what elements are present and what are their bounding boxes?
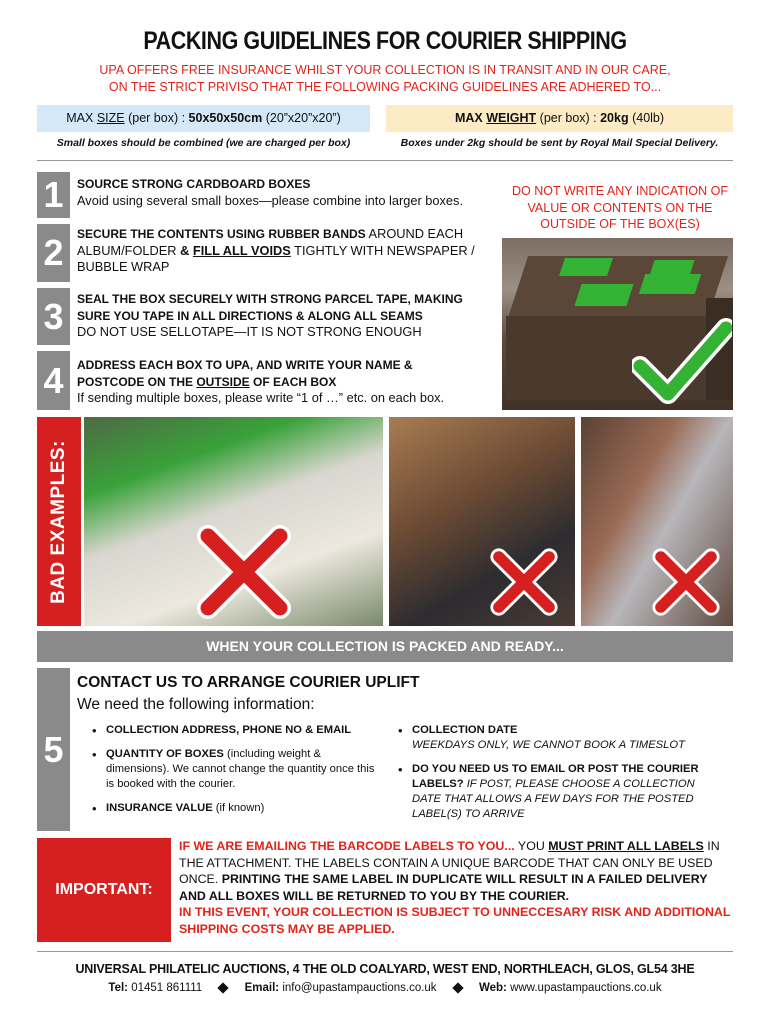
bullet-bold: QUANTITY OF BOXES (106, 748, 224, 760)
weight-mid: (per box) : (536, 111, 601, 125)
step-2-fill-voids: FILL ALL VOIDS (192, 242, 291, 258)
email-link[interactable]: info@upastampauctions.co.uk (279, 982, 437, 994)
bullet-italic: IF POST, PLEASE CHOOSE A COLLECTION DATE THAT ALLOWS A FEW DAYS FOR THE POSTED LABEL(S) TO ARRIVE (412, 778, 695, 820)
step-4-outside: OUTSIDE (196, 374, 250, 389)
size-note: Small boxes should be combined (we are charged per box) (56, 137, 351, 149)
size-prefix: MAX (66, 111, 97, 125)
weight-prefix: MAX (454, 111, 487, 125)
list-item (90, 801, 375, 816)
bullet-bold: INSURANCE VALUE (106, 802, 213, 814)
step-2-line2-b: & (180, 242, 193, 258)
tel-value[interactable]: 01451 861111 (128, 982, 203, 994)
step-4-heading-2a: POSTCODE ON THE (77, 374, 197, 389)
green-check-icon (632, 318, 732, 408)
footer-contact (0, 982, 770, 994)
bad-examples-text: BAD EXAMPLES: (48, 439, 70, 604)
footer-address: UNIVERSAL PHILATELIC AUCTIONS, 4 THE OLD COALYARD, WEST END, NORTHLEACH, GLOS, GL54 3HE (75, 962, 695, 976)
important-part-3: PRINTING THE SAME LABEL IN DUPLICATE WILL RESULT IN A FAILED DELIVERY AND ALL BOXES WILL BE RETURNED TO YOU BY THE COURIER. (179, 872, 708, 903)
step-4-text: If sending multiple boxes, please write “1 of …” etc. on each box. (77, 390, 445, 405)
weight-imperial: (40lb) (628, 111, 665, 125)
red-cross-icon (489, 547, 559, 617)
max-size-banner (37, 105, 370, 132)
contact-subheading: We need the following information: (77, 696, 315, 713)
list-item (396, 723, 726, 753)
web-label: Web: (478, 982, 507, 994)
bad-example-photo-1 (84, 417, 383, 626)
important-red-1: IF WE ARE EMAILING THE BARCODE LABELS TO YOU... (179, 839, 515, 853)
bullet-text: (including weight & dimensions). We cannot change the quantity once this is booked with the courier. (106, 748, 375, 790)
bad-example-photo-3 (581, 417, 733, 626)
step-number-1: 1 (37, 172, 70, 218)
step-1-heading: SOURCE STRONG CARDBOARD BOXES (77, 177, 311, 191)
tape-strip (559, 258, 613, 276)
step-number-5: 5 (37, 668, 70, 831)
bullet-text: (if known) (212, 802, 265, 814)
info-list-left (90, 723, 375, 825)
diamond-separator-icon (218, 982, 229, 993)
important-plain: YOU (514, 839, 549, 853)
bullet-bold: DO YOU NEED US TO EMAIL OR POST THE COURIER LABELS? (412, 763, 699, 790)
divider (37, 951, 733, 952)
step-2-line3: BUBBLE WRAP (77, 259, 170, 274)
divider (37, 160, 733, 161)
step-2-line2-d: TIGHTLY WITH NEWSPAPER / (290, 242, 475, 258)
size-value: 50x50x50cm (188, 111, 263, 125)
size-word: SIZE (96, 111, 125, 125)
important-must-print: MUST PRINT ALL LABELS (548, 839, 704, 853)
contact-heading: CONTACT US TO ARRANGE COURIER UPLIFT (77, 674, 420, 691)
important-part-2: IN THE ATTACHMENT. THE LABELS CONTAIN A UNIQUE BARCODE THAT CAN ONLY BE USED ONCE. (179, 839, 720, 886)
important-text (179, 838, 734, 937)
bad-example-photo-2 (389, 417, 575, 626)
bullet-italic: WEEKDAYS ONLY, WE CANNOT BOOK A TIMESLOT (412, 739, 685, 751)
value-warning: DO NOT WRITE ANY INDICATION OF VALUE OR CONTENTS ON THE OUTSIDE OF THE BOX(ES) (512, 184, 728, 231)
step-3-heading-1: SEAL THE BOX SECURELY WITH STRONG PARCEL TAPE, MAKING (77, 292, 463, 306)
tel-label: Tel: (108, 982, 129, 994)
size-mid: (per box) : (124, 111, 189, 125)
step-4 (77, 357, 444, 407)
tape-strip (639, 274, 701, 294)
red-cross-icon (194, 522, 294, 622)
step-4-heading-1: ADDRESS EACH BOX TO UPA, AND WRITE YOUR NAME & (77, 358, 413, 372)
list-item (396, 762, 726, 822)
step-3-heading-2: SURE YOU TAPE IN ALL DIRECTIONS & ALONG ALL SEAMS (77, 308, 423, 323)
page-title: PACKING GUIDELINES FOR COURIER SHIPPING (143, 27, 627, 55)
weight-word: WEIGHT (486, 111, 537, 125)
step-2 (77, 226, 497, 276)
bullet-bold: COLLECTION DATE (412, 724, 518, 736)
step-number-4: 4 (37, 351, 70, 410)
bad-examples-label (37, 417, 81, 626)
red-cross-icon (651, 547, 721, 617)
step-3-text: DO NOT USE SELLOTAPE—IT IS NOT STRONG ENOUGH (77, 324, 422, 339)
tape-strip (574, 284, 633, 306)
list-item (90, 747, 375, 792)
step-number-2: 2 (37, 224, 70, 282)
weight-note: Boxes under 2kg should be sent by Royal Mail Special Delivery. (400, 137, 719, 149)
step-2-heading: SECURE THE CONTENTS USING RUBBER BANDS (77, 227, 366, 241)
step-number-3: 3 (37, 288, 70, 345)
bullet-bold: COLLECTION ADDRESS, PHONE NO & EMAIL (106, 724, 352, 736)
max-weight-banner (386, 105, 733, 132)
diamond-separator-icon (452, 982, 463, 993)
size-imperial: (20”x20”x20”) (262, 111, 341, 125)
weight-value: 20kg (600, 111, 629, 125)
step-2-line2-a: ALBUM/FOLDER (77, 242, 181, 258)
important-red-2: IN THIS EVENT, YOUR COLLECTION IS SUBJECT TO UNNECCESARY RISK AND ADDITIONAL SHIPPING COSTS MAY BE APPLIED. (179, 905, 731, 936)
info-list-right (396, 723, 726, 831)
ready-banner: WHEN YOUR COLLECTION IS PACKED AND READY... (37, 631, 733, 662)
insurance-notice-line-2: ON THE STRICT PRIVISO THAT THE FOLLOWING PACKING GUIDELINES ARE ADHERED TO... (108, 80, 662, 94)
step-3 (77, 291, 463, 341)
step-1-text: Avoid using several small boxes—please combine into larger boxes. (77, 192, 464, 208)
insurance-notice-line-1: UPA OFFERS FREE INSURANCE WHILST YOUR COLLECTION IS IN TRANSIT AND IN OUR CARE, (99, 63, 671, 77)
good-box-photo (502, 238, 733, 410)
important-label: IMPORTANT: (37, 838, 171, 942)
web-link[interactable]: www.upastampauctions.co.uk (506, 982, 662, 994)
step-2-text-a: AROUND EACH (365, 226, 464, 241)
step-1 (77, 176, 463, 209)
email-label: Email: (244, 982, 280, 994)
step-4-heading-2c: OF EACH BOX (249, 374, 337, 389)
insurance-notice (0, 62, 770, 96)
list-item (90, 723, 375, 738)
